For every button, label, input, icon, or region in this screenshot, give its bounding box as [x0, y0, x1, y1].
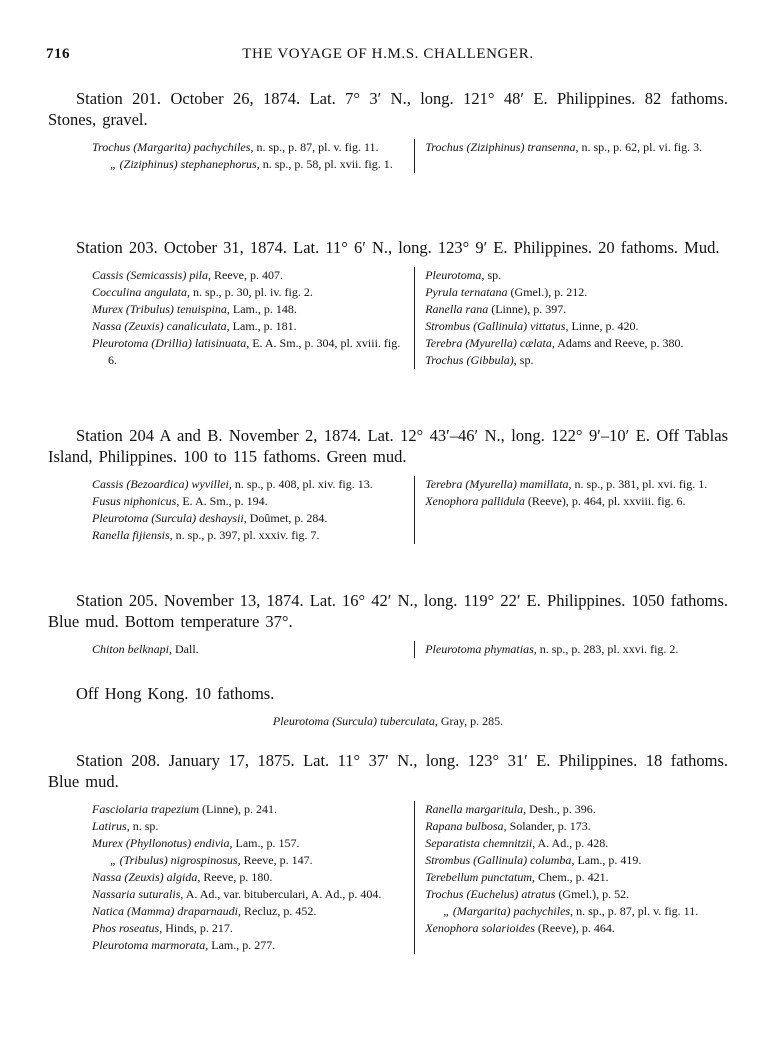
species-citation: (Reeve), p. 464.: [534, 921, 615, 935]
species-entry: [92, 903, 406, 920]
species-citation: , Linne, p. 420.: [565, 319, 639, 333]
species-name: Strombus (Gallinula) columba: [425, 853, 572, 867]
species-entry: [425, 835, 728, 852]
species-name: Pleurotoma (Surcula) deshaysii: [92, 511, 244, 525]
species-columns: [48, 267, 728, 369]
species-citation: , Recluz, p. 452.: [238, 904, 317, 918]
species-columns: [48, 641, 728, 658]
species-entry: [92, 852, 406, 869]
species-entry: [92, 641, 406, 658]
page-number: 716: [46, 46, 70, 62]
species-citation: , sp.: [481, 268, 502, 282]
species-citation: , Solander, p. 173.: [503, 819, 591, 833]
species-citation: (Gmel.), p. 52.: [555, 887, 630, 901]
left-column: [48, 139, 414, 173]
species-citation: , Adams and Reeve, p. 380.: [551, 336, 684, 350]
species-entry: [92, 886, 406, 903]
species-citation: (Linne), p. 241.: [199, 802, 277, 816]
species-entry: [92, 510, 406, 527]
species-citation: (Reeve), p. 464, pl. xxviii. fig. 6.: [524, 494, 686, 508]
species-name: Latirus: [92, 819, 127, 833]
species-entry: [425, 641, 728, 658]
species-entry: [425, 493, 728, 510]
species-citation: , Reeve, p. 147.: [237, 853, 313, 867]
species-name: Chiton belknapi: [92, 642, 169, 656]
species-entry: [425, 801, 728, 818]
species-name: Pleurotoma (Surcula) tuberculata: [272, 714, 435, 728]
species-citation: , n. sp.: [126, 819, 159, 833]
species-entry: [425, 852, 728, 869]
species-name: Pleurotoma: [425, 268, 482, 282]
species-citation: , n. sp., p. 58, pl. xvii. fig. 1.: [256, 157, 393, 171]
species-name: Nassaria suturalis: [92, 887, 181, 901]
species-name: Ranella rana: [425, 302, 489, 316]
species-name: „ (Margarita) pachychiles: [443, 904, 571, 918]
species-name: Trochus (Gibbula): [425, 353, 514, 367]
species-entry: [425, 284, 728, 301]
species-entry: [92, 527, 406, 544]
species-citation: , n. sp., p. 397, pl. xxxiv. fig. 7.: [169, 528, 320, 542]
right-column: [414, 641, 728, 658]
species-name: Cocculina angulata: [92, 285, 187, 299]
species-citation: , Reeve, p. 180.: [197, 870, 273, 884]
species-entry: [48, 713, 728, 730]
species-entry: [92, 156, 406, 173]
species-entry: [425, 886, 728, 903]
species-name: Xenophora pallidula: [425, 494, 525, 508]
species-entry: [92, 869, 406, 886]
species-name: Separatista chemnitzii: [425, 836, 533, 850]
species-entry: [92, 937, 406, 954]
species-entry: [92, 835, 406, 852]
species-columns: [48, 476, 728, 544]
species-citation: , Hinds, p. 217.: [159, 921, 233, 935]
species-entry: [425, 267, 728, 284]
species-citation: , n. sp., p. 283, pl. xxvi. fig. 2.: [533, 642, 679, 656]
right-column: [414, 267, 728, 369]
species-name: Pleurotoma (Drillia) latisinuata: [92, 336, 247, 350]
station-201-section: [48, 88, 728, 173]
species-entry: [92, 301, 406, 318]
species-citation: , Lam., p. 419.: [571, 853, 642, 867]
off-hong-kong-section: [48, 683, 728, 730]
species-entry: [425, 139, 728, 156]
species-citation: , n. sp., p. 408, pl. xiv. fig. 13.: [228, 477, 373, 491]
species-name: Murex (Phyllonotus) endivia: [92, 836, 230, 850]
species-entry: [425, 476, 728, 493]
species-name: Fasciolaria trapezium: [92, 802, 199, 816]
species-entry: [92, 818, 406, 835]
left-column: [48, 641, 414, 658]
species-name: Murex (Tribulus) tenuispina: [92, 302, 227, 316]
species-name: Phos roseatus: [92, 921, 160, 935]
species-name: Terebra (Myurella) cælata: [425, 336, 552, 350]
species-citation: , Dall.: [169, 642, 199, 656]
species-name: Nassa (Zeuxis) algida: [92, 870, 198, 884]
right-column: [414, 476, 728, 544]
species-entry: [92, 284, 406, 301]
species-name: Ranella margaritula: [425, 802, 524, 816]
species-name: Trochus (Euchelus) atratus: [425, 887, 556, 901]
species-name: Xenophora solarioides: [425, 921, 535, 935]
species-name: Pyrula ternatana: [425, 285, 508, 299]
species-citation: , Chem., p. 421.: [532, 870, 609, 884]
species-name: Nassa (Zeuxis) canaliculata: [92, 319, 227, 333]
species-entry: [92, 801, 406, 818]
species-name: Pleurotoma marmorata: [92, 938, 206, 952]
species-citation: , E. A. Sm., p. 194.: [176, 494, 268, 508]
species-citation: , n. sp., p. 87, pl. v. fig. 11.: [570, 904, 699, 918]
left-column: [48, 267, 414, 369]
species-citation: (Gmel.), p. 212.: [507, 285, 588, 299]
species-name: „ (Ziziphinus) stephanephorus: [110, 157, 257, 171]
species-citation: , n. sp., p. 87, pl. v. fig. 11.: [250, 140, 379, 154]
station-heading: Station 203. October 31, 1874. Lat. 11° 6′ N., long. 123° 9′ E. Philippines. 20 fathoms. Mud.: [76, 238, 720, 257]
running-header: [40, 44, 736, 66]
species-name: Cassis (Semicassis) pila: [92, 268, 209, 282]
station-heading: Off Hong Kong. 10 fathoms.: [76, 684, 275, 703]
species-name: Trochus (Margarita) pachychiles: [92, 140, 251, 154]
species-entry: [92, 267, 406, 284]
species-name: Natica (Mamma) draparnaudi: [92, 904, 238, 918]
species-citation: , Lam., p. 157.: [229, 836, 300, 850]
species-citation: , n. sp., p. 30, pl. iv. fig. 2.: [187, 285, 313, 299]
species-entry: [425, 335, 728, 352]
species-entry: [92, 476, 406, 493]
species-citation: , E. A. Sm., p. 304, pl. xviii. fig. 6.: [108, 336, 401, 367]
species-name: Trochus (Ziziphinus) transenna: [425, 140, 576, 154]
left-column: [48, 476, 414, 544]
species-entry: [92, 139, 406, 156]
station-heading: Station 201. October 26, 1874. Lat. 7° 3′ N., long. 121° 48′ E. Philippines. 82 fathoms. Stones, gravel.: [48, 89, 728, 129]
station-205-section: [48, 590, 728, 658]
species-entry: [425, 352, 728, 369]
species-columns: [48, 801, 728, 954]
species-citation: , Doûmet, p. 284.: [243, 511, 328, 525]
station-heading: Station 208. January 17, 1875. Lat. 11° 37′ N., long. 123° 31′ E. Philippines. 18 fathoms. Blue mud.: [48, 751, 728, 791]
species-citation: , n. sp., p. 62, pl. vi. fig. 3.: [575, 140, 703, 154]
species-name: Cassis (Bezoardica) wyvillei: [92, 477, 229, 491]
species-name: Fusus niphonicus: [92, 494, 177, 508]
species-name: Rapana bulbosa: [425, 819, 504, 833]
species-name: Terebra (Myurella) mamillata: [425, 477, 569, 491]
species-entry: [425, 318, 728, 335]
species-entry: [425, 920, 728, 937]
species-entry: [92, 920, 406, 937]
species-name: Pleurotoma phymatias: [425, 642, 534, 656]
species-citation: (Linne), p. 397.: [488, 302, 567, 316]
species-entry: [92, 493, 406, 510]
species-citation: , Lam., p. 181.: [226, 319, 297, 333]
species-entry: [425, 869, 728, 886]
species-columns: [48, 139, 728, 173]
station-heading: Station 205. November 13, 1874. Lat. 16° 42′ N., long. 119° 22′ E. Philippines. 1050 fathoms. Blue mud. Bottom temperature 37°.: [48, 591, 728, 631]
species-name: Ranella fijiensis: [92, 528, 170, 542]
right-column: [414, 139, 728, 173]
species-citation: , Reeve, p. 407.: [208, 268, 283, 282]
species-citation: , Desh., p. 396.: [523, 802, 596, 816]
species-citation: , Gray, p. 285.: [434, 714, 504, 728]
species-citation: , A. Ad., var. bituberculari, A. Ad., p. 404.: [180, 887, 382, 901]
species-entry: [92, 318, 406, 335]
station-heading: Station 204 A and B. November 2, 1874. Lat. 12° 43′–46′ N., long. 122° 9′–10′ E. Off Tablas Island, Philippines. 100 to 115 fathoms. Green mud.: [48, 426, 728, 466]
station-208-section: [48, 750, 728, 954]
station-203-section: [48, 237, 728, 369]
species-name: Terebellum punctatum: [425, 870, 532, 884]
right-column: [414, 801, 728, 954]
species-citation: , A. Ad., p. 428.: [532, 836, 609, 850]
running-title: THE VOYAGE OF H.M.S. CHALLENGER.: [242, 46, 534, 62]
species-entry: [425, 818, 728, 835]
station-204-section: [48, 425, 728, 544]
species-entry: [425, 301, 728, 318]
species-entry: [425, 903, 728, 920]
species-citation: , sp.: [513, 353, 534, 367]
species-name: „ (Tribulus) nigrospinosus: [110, 853, 238, 867]
species-name: Strombus (Gallinula) vittatus: [425, 319, 566, 333]
species-entry: [92, 335, 406, 369]
species-citation: , Lam., p. 277.: [205, 938, 276, 952]
species-citation: , Lam., p. 148.: [226, 302, 297, 316]
species-citation: , n. sp., p. 381, pl. xvi. fig. 1.: [568, 477, 708, 491]
left-column: [48, 801, 414, 954]
